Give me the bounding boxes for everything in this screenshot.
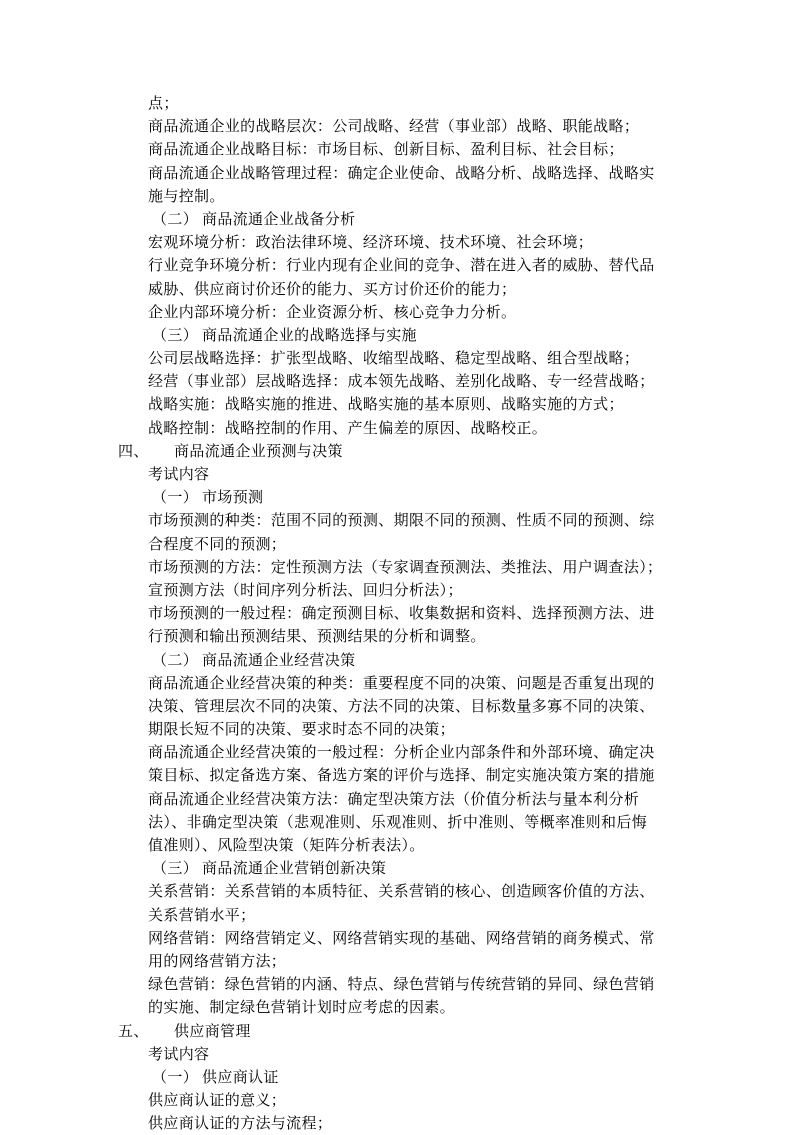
body-text-line: 网络营销：网络营销定义、网络营销实现的基础、网络营销的商务模式、常 <box>148 928 655 947</box>
body-text-line: 公司层战略选择：扩张型战略、收缩型战略、稳定型战略、组合型战略； <box>148 349 640 368</box>
body-text-line: 战略实施：战略实施的推进、战略实施的基本原则、战略实施的方式； <box>148 395 624 414</box>
body-text-line: 关系营销水平； <box>148 905 256 924</box>
body-text-line: 商品流通企业战略管理过程：确定企业使命、战略分析、战略选择、战略实 <box>148 163 655 182</box>
subsection-heading <box>0 324 794 347</box>
body-text-line: 宣预测方法（时间序列分析法、回归分析法）； <box>148 580 463 599</box>
body-text-line: 战略控制：战略控制的作用、产生偏差的原因、战略校正。 <box>148 418 548 437</box>
subsection-number: （二） <box>152 650 199 669</box>
subsection-title: 市场预测 <box>202 488 264 507</box>
body-text-line: 的实施、制定绿色营销计划时应考虑的因素。 <box>148 998 456 1017</box>
subsection-title: 供应商认证 <box>202 1067 279 1086</box>
subsection-title: 商品流通企业的战略选择与实施 <box>202 325 417 344</box>
subsection-number: （三） <box>152 859 199 878</box>
body-text-line: 宏观环境分析：政治法律环境、经济环境、技术环境、社会环境； <box>148 233 594 252</box>
subsection-number: （三） <box>152 325 199 344</box>
subsection-heading <box>0 649 794 672</box>
section-title: 供应商管理 <box>174 1021 251 1040</box>
subsection-title: 商品流通企业营销创新决策 <box>202 859 387 878</box>
body-text-line: 考试内容 <box>148 465 210 483</box>
subsection-title: 商品流通企业经营决策 <box>202 650 356 669</box>
subsection-number: （一） <box>152 1067 199 1086</box>
subsection-number: （一） <box>152 488 199 507</box>
body-text-line: 用的网络营销方法； <box>148 951 287 970</box>
section-number: 五、 <box>118 1021 149 1040</box>
body-text-line: 经营（事业部）层战略选择：成本领先战略、差别化战略、专一经营战略； <box>148 372 655 391</box>
body-text-line: 法）、非确定型决策（悲观准则、乐观准则、折中准则、等概率准则和后悔 <box>148 812 648 831</box>
body-text-line: 商品流通企业的战略层次：公司战略、经营（事业部）战略、职能战略； <box>148 117 640 136</box>
body-text-line: 决策、管理层次不同的决策、方法不同的决策、目标数量多寡不同的决策、 <box>148 696 655 715</box>
section-heading <box>0 1020 794 1043</box>
body-text-line: 关系营销：关系营销的本质特征、关系营销的核心、创造顾客价值的方法、 <box>148 882 655 901</box>
section-title: 商品流通企业预测与决策 <box>174 441 343 460</box>
body-text-line: 行预测和输出预测结果、预测结果的分析和调整。 <box>148 627 486 646</box>
body-text-line: 值准则）、风险型决策（矩阵分析表法）。 <box>148 836 425 854</box>
subsection-heading <box>0 1066 794 1089</box>
body-text-line: 企业内部环境分析：企业资源分析、核心竞争力分析。 <box>148 302 517 321</box>
body-text-line: 商品流通企业经营决策的一般过程：分析企业内部条件和外部环境、确定决 <box>148 743 655 762</box>
body-text-line: 绿色营销：绿色营销的内涵、特点、绿色营销与传统营销的异同、绿色营销 <box>148 975 655 994</box>
body-text-line: 商品流通企业战略目标：市场目标、创新目标、盈利目标、社会目标； <box>148 140 624 159</box>
body-text-line: 市场预测的种类：范围不同的预测、期限不同的预测、性质不同的预测、综 <box>148 511 655 530</box>
body-text-line: 威胁、供应商讨价还价的能力、买方讨价还价的能力； <box>148 279 517 298</box>
body-text-line: 供应商认证的意义； <box>148 1091 287 1110</box>
subsection-heading <box>0 857 794 880</box>
body-text-line: 行业竞争环境分析：行业内现有企业间的竞争、潜在进入者的威胁、替代品 <box>148 256 655 275</box>
body-text-line: 商品流通企业经营决策的种类：重要程度不同的决策、问题是否重复出现的 <box>148 673 655 692</box>
subsection-title: 商品流通企业战备分析 <box>202 209 356 228</box>
section-heading <box>0 440 794 463</box>
body-text-line: 市场预测的一般过程：确定预测目标、收集数据和资料、选择预测方法、进 <box>148 604 655 623</box>
subsection-number: （二） <box>152 209 199 228</box>
body-text-line: 商品流通企业经营决策方法：确定型决策方法（价值分析法与量本利分析 <box>148 789 640 808</box>
body-text-line: 期限长短不同的决策、要求时态不同的决策； <box>148 720 456 739</box>
body-text-line: 策目标、拟定备选方案、备选方案的评价与选择、制定实施决策方案的措施 <box>148 766 655 785</box>
body-text-line: 施与控制。 <box>148 186 225 205</box>
body-text-line: 合程度不同的预测； <box>148 534 287 553</box>
subsection-heading <box>0 486 794 509</box>
body-text-line: 考试内容 <box>148 1044 210 1063</box>
section-number: 四、 <box>118 441 149 460</box>
document-page <box>0 92 794 1135</box>
body-text-line: 点； <box>148 94 179 112</box>
body-text-line: 市场预测的方法：定性预测方法（专家调查预测法、类推法、用户调查法）； <box>148 557 663 576</box>
body-text-line: 供应商认证的方法与流程； <box>148 1114 333 1133</box>
subsection-heading <box>0 208 794 231</box>
